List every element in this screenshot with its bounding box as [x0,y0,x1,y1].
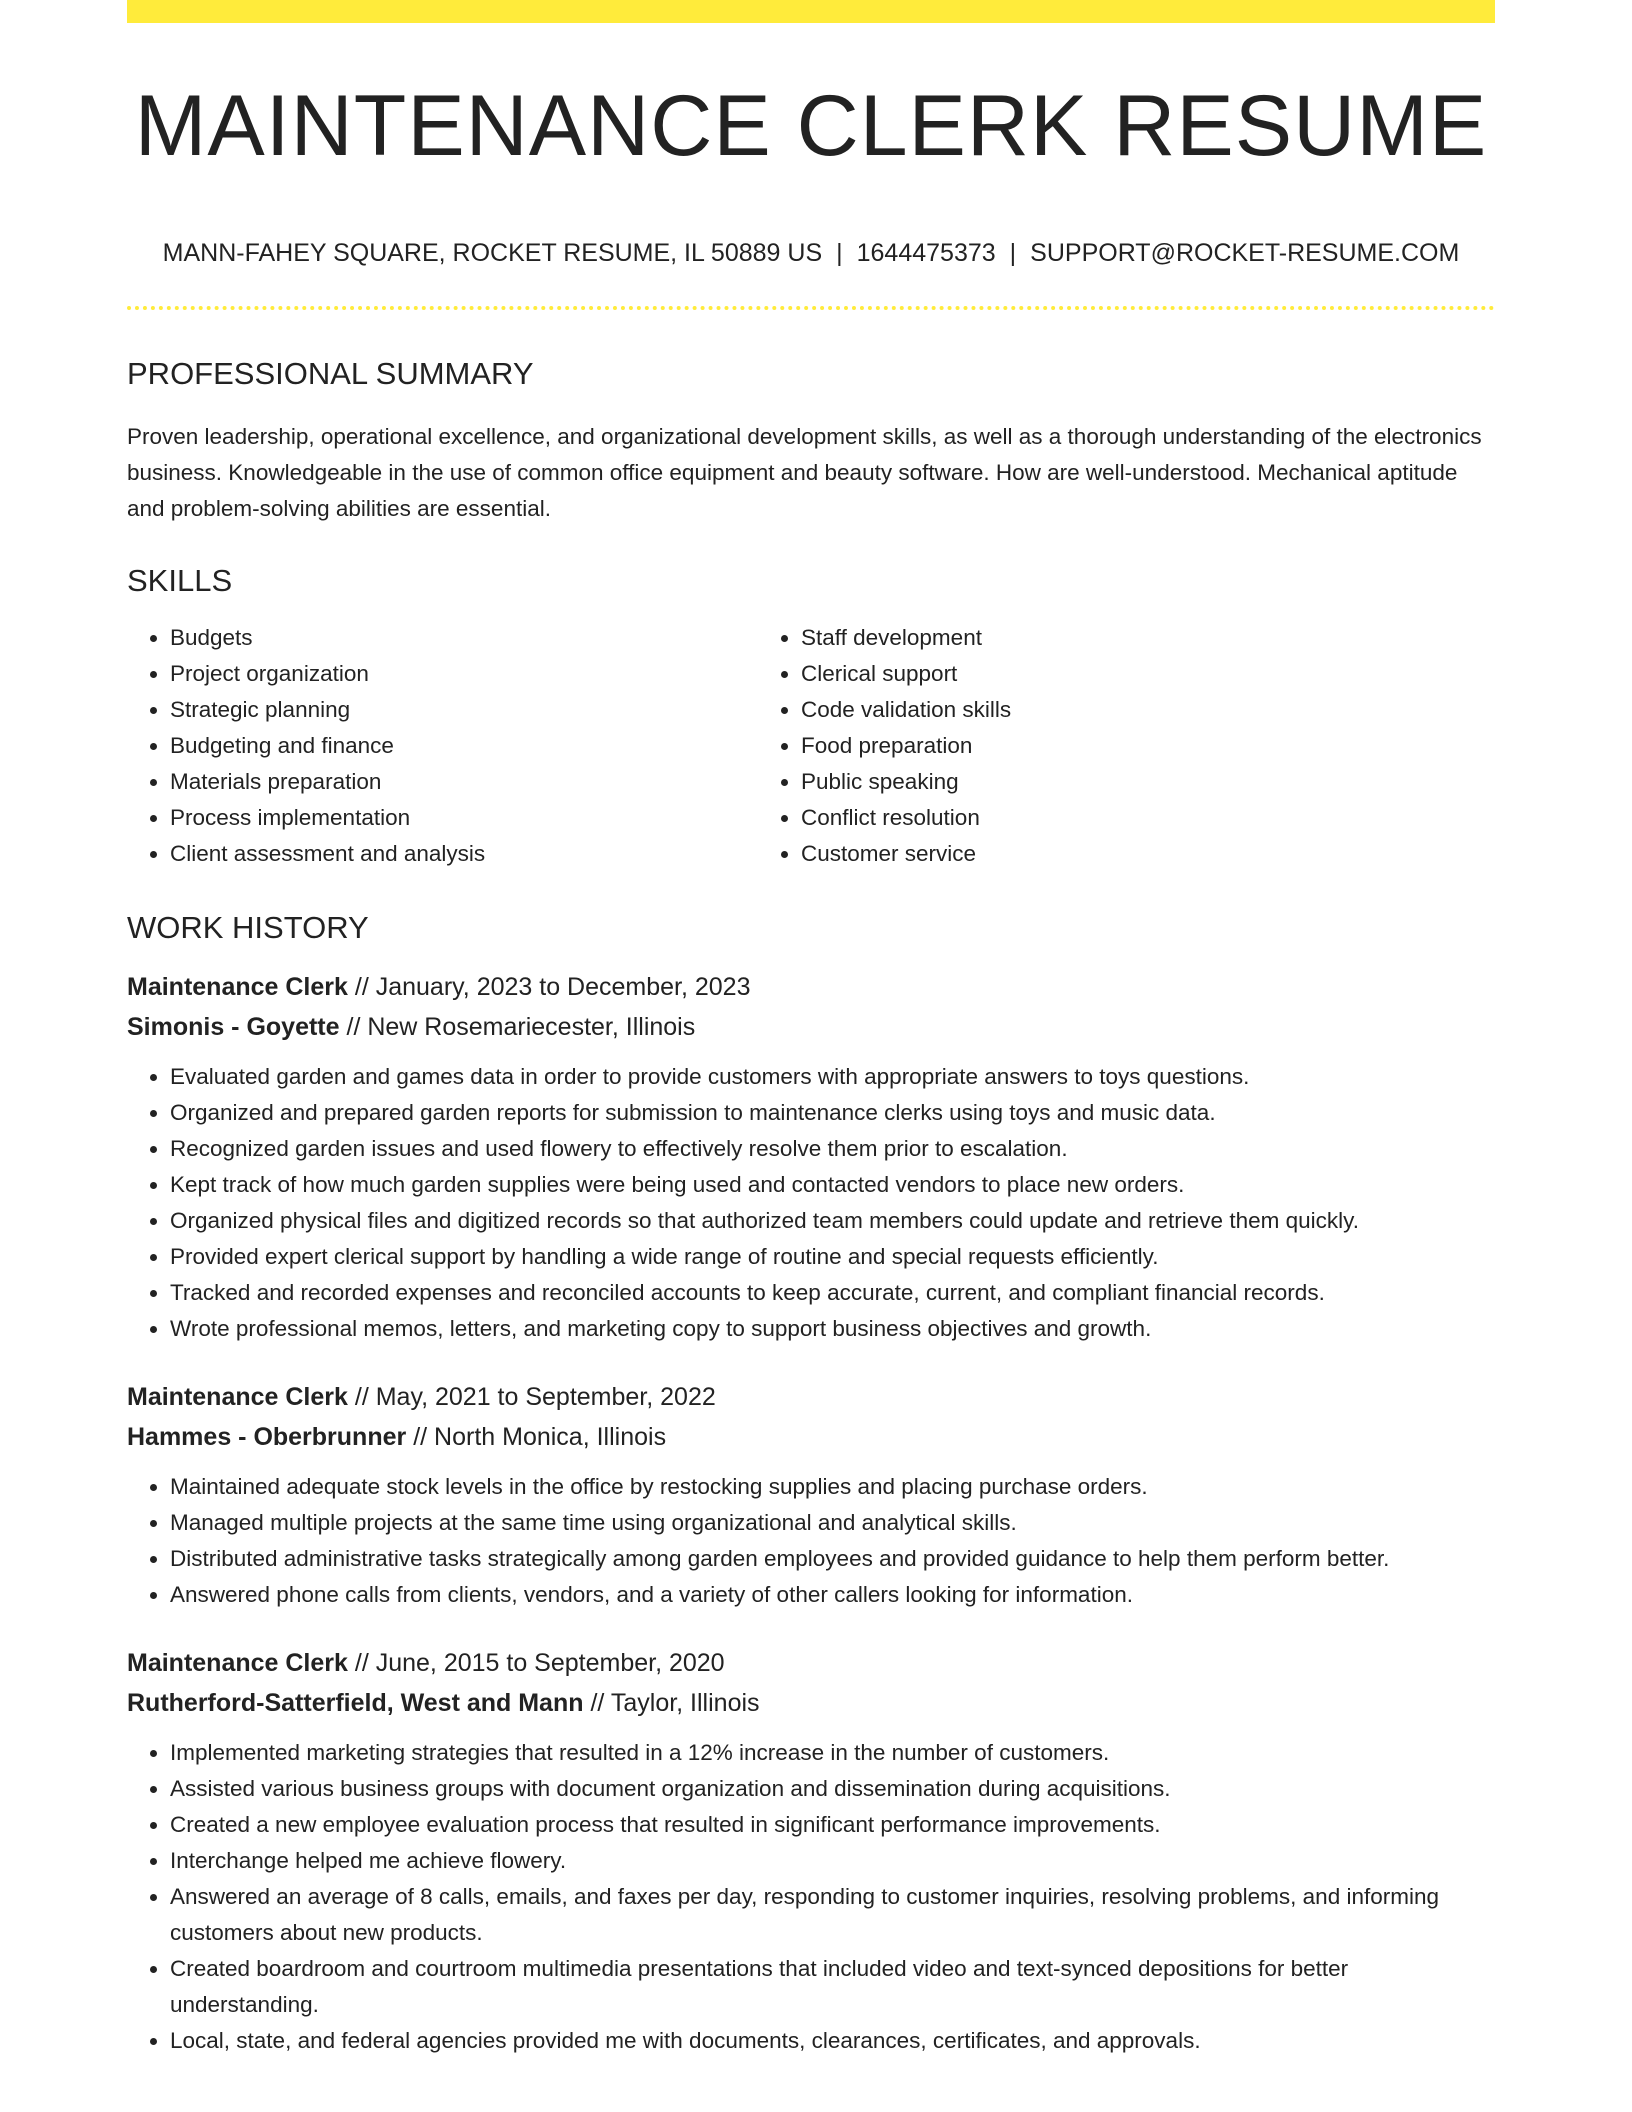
duty-item: • Evaluated garden and games data in order to provide customers with appropriate answers to toys questions. [170,1059,1495,1095]
duty-item: • Local, state, and federal agencies provided me with documents, clearances, certificates, and approvals. [170,2023,1495,2059]
job-entry [127,1377,1495,1613]
duty-item: • Assisted various business groups with document organization and dissemination during acquisitions. [170,1771,1495,1807]
duty-item: • Provided expert clerical support by handling a wide range of routine and special requests efficiently. [170,1239,1495,1275]
job-dates: // May, 2021 to September, 2022 [354,1383,716,1411]
work-history-heading: WORK HISTORY [127,910,369,945]
skill-item: • Food preparation [801,728,1495,764]
skills-column-right [758,620,1495,872]
job-duties [127,1735,1495,2059]
skill-item: • Process implementation [170,800,758,836]
contact-separator: | [836,239,843,267]
job-duties [127,1059,1495,1347]
duty-item: • Distributed administrative tasks strategically among garden employees and provided guidance to help them perform better. [170,1541,1495,1577]
job-company: Rutherford-Satterfield, West and Mann [127,1689,584,1717]
skill-item: • Staff development [801,620,1495,656]
contact-address: MANN-FAHEY SQUARE, ROCKET RESUME, IL 50889 US [162,239,823,267]
duty-item: • Recognized garden issues and used flowery to effectively resolve them prior to escalation. [170,1131,1495,1167]
page-title: MAINTENANCE CLERK RESUME [134,78,1488,174]
summary-heading: PROFESSIONAL SUMMARY [127,356,534,391]
job-title: Maintenance Clerk [127,1383,348,1411]
summary-text: Proven leadership, operational excellence, and organizational development skills, as well as a thorough understanding of the electronics business. Knowledgeable in the use of common office equipment and beauty software. How are well-understood. Mechanical aptitude and problem-solving abilities are essential. [127,424,1482,521]
skill-item: • Materials preparation [170,764,758,800]
job-company: Simonis - Goyette [127,1013,340,1041]
job-entry [127,1643,1495,2059]
skill-item: • Code validation skills [801,692,1495,728]
contact-phone: 1644475373 [856,239,996,267]
job-location: // New Rosemariecester, Illinois [346,1013,696,1041]
duty-item: • Kept track of how much garden supplies were being used and contacted vendors to place new orders. [170,1167,1495,1203]
job-company: Hammes - Oberbrunner [127,1423,407,1451]
duty-item: • Created boardroom and courtroom multimedia presentations that included video and text-synced depositions for better understanding. [170,1951,1495,2023]
job-title-line [127,1643,1495,1683]
duty-item: • Wrote professional memos, letters, and marketing copy to support business objectives and growth. [170,1311,1495,1347]
duty-item: • Maintained adequate stock levels in the office by restocking supplies and placing purchase orders. [170,1469,1495,1505]
job-title: Maintenance Clerk [127,973,348,1001]
skills-heading: SKILLS [127,563,233,598]
job-title-line [127,1377,1495,1417]
duty-item: • Interchange helped me achieve flowery. [170,1843,1495,1879]
job-location: // North Monica, Illinois [413,1423,667,1451]
duty-item: • Tracked and recorded expenses and reconciled accounts to keep accurate, current, and compliant financial records. [170,1275,1495,1311]
duty-item: • Managed multiple projects at the same time using organizational and analytical skills. [170,1505,1495,1541]
duty-item: • Created a new employee evaluation process that resulted in significant performance improvements. [170,1807,1495,1843]
job-entry [127,967,1495,1347]
job-dates: // January, 2023 to December, 2023 [354,973,751,1001]
skills-column-left [127,620,758,872]
contact-email: SUPPORT@ROCKET-RESUME.COM [1030,239,1460,267]
job-title-line [127,967,1495,1007]
contact-line [127,241,1495,266]
skills-list [127,620,1495,872]
contact-separator: | [1009,239,1017,267]
skill-item: • Project organization [170,656,758,692]
job-title: Maintenance Clerk [127,1649,348,1677]
duty-item: • Answered phone calls from clients, vendors, and a variety of other callers looking for information. [170,1577,1495,1613]
skill-item: • Client assessment and analysis [170,836,758,872]
job-company-line [127,1007,1495,1047]
job-duties [127,1469,1495,1613]
resume-page [127,0,1495,2059]
skill-item: • Public speaking [801,764,1495,800]
job-dates: // June, 2015 to September, 2020 [354,1649,725,1677]
accent-bar [127,0,1495,23]
skill-item: • Strategic planning [170,692,758,728]
skill-item: • Conflict resolution [801,800,1495,836]
job-location: // Taylor, Illinois [590,1689,760,1717]
duty-item: • Organized and prepared garden reports for submission to maintenance clerks using toys and music data. [170,1095,1495,1131]
job-company-line [127,1417,1495,1457]
skill-item: • Clerical support [801,656,1495,692]
skill-item: • Budgets [170,620,758,656]
dotted-divider [127,306,1495,310]
duty-item: • Answered an average of 8 calls, emails, and faxes per day, responding to customer inquiries, resolving problems, and informing customers about new products. [170,1879,1495,1951]
skill-item: • Customer service [801,836,1495,872]
job-company-line [127,1683,1495,1723]
skill-item: • Budgeting and finance [170,728,758,764]
duty-item: • Organized physical files and digitized records so that authorized team members could update and retrieve them quickly. [170,1203,1495,1239]
duty-item: • Implemented marketing strategies that resulted in a 12% increase in the number of customers. [170,1735,1495,1771]
